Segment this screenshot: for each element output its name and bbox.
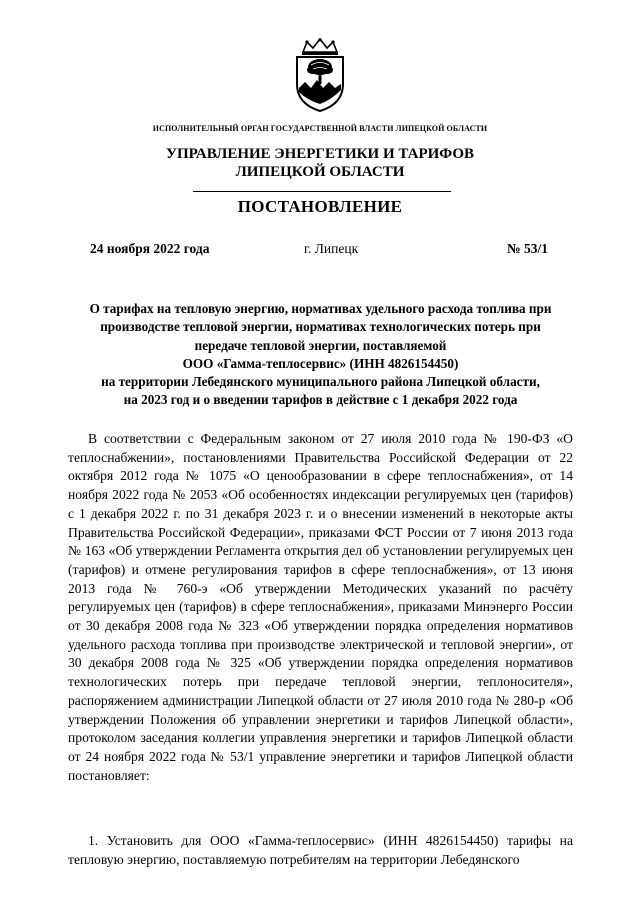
document-date: 24 ноября 2022 года bbox=[90, 241, 210, 256]
document-number: № 53/1 bbox=[507, 241, 548, 256]
title-line3: передаче тепловой энергии, поставляемой bbox=[194, 337, 447, 353]
body-paragraph-2: 1. Установить для ООО «Гамма-теплосервис» (ИНН 4826154450) тарифы на тепловую энергию, поставляемую потребителям на территории Лебедянского bbox=[68, 833, 573, 867]
header-divider bbox=[193, 191, 451, 192]
title-line5: на территории Лебедянского муниципального района Липецкой области, bbox=[101, 374, 540, 390]
body-paragraph-1: В соответствии с Федеральным законом от 27 июля 2010 года № 190-ФЗ «О теплоснабжении», постановлениями Правительства Российской Федерации от 22 октября 2012 года № 1075 «О ценообразовании в сфере теплоснабжения», от 14 ноября 2022 года № 2053 «Об особенностях индексации регулируемых цен (тарифов) с 1 декабря 2022 г. по 31 декабря 2023 г. и о внесении изменений в некоторые акты Правительства Российской Федерации», приказами ФСТ России от 7 июня 2013 года № 163 «Об утверждении Регламента открытия дел об установлении регулируемых цен (тарифов) и отмене регулирования тарифов в сфере теплоснабжения», от 13 июня 2013 года № 760-э «Об утверждении Методических указаний по расчёту регулируемых цен (тарифов) в сфере теплоснабжения», приказами Минэнерго России от 30 декабря 2008 года № 323 «Об утверждении порядка определения нормативов удельного расхода топлива при производстве электрической и тепловой энергии», от 30 декабря 2008 года № 325 «Об утверждении порядка определения нормативов технологических потерь при передаче тепловой энергии, теплоносителя», распоряжением администрации Липецкой области от 27 июля 2010 года № 280-р «Об утверждении Положения об управлении энергетики и тарифов Липецкой области», протоколом заседания коллегии управления энергетики и тарифов Липецкой области от 24 ноября 2022 года № 53/1 управление энергетики и тарифов Липецкой области постановляет: bbox=[68, 431, 573, 783]
organization-name bbox=[0, 145, 640, 181]
coat-of-arms-icon bbox=[291, 38, 349, 112]
title-line1: О тарифах на тепловую энергию, нормативах удельного расхода топлива при bbox=[89, 301, 552, 316]
title-line6: на 2023 год и о введении тарифов в действие с 1 декабря 2022 года bbox=[123, 392, 518, 408]
organization-name-line2: ЛИПЕЦКОЙ ОБЛАСТИ bbox=[235, 164, 405, 180]
organization-name-line1: УПРАВЛЕНИЕ ЭНЕРГЕТИКИ И ТАРИФОВ bbox=[165, 146, 475, 162]
title-line2: производстве тепловой энергии, нормативах технологических потерь при bbox=[100, 319, 541, 335]
document-title bbox=[68, 300, 573, 410]
authority-name: ИСПОЛНИТЕЛЬНЫЙ ОРГАН ГОСУДАРСТВЕННОЙ ВЛАСТИ ЛИПЕЦКОЙ ОБЛАСТИ bbox=[152, 124, 488, 133]
document-city: г. Липецк bbox=[304, 241, 359, 256]
document-type: ПОСТАНОВЛЕНИЕ bbox=[237, 197, 403, 216]
title-line4: ООО «Гамма-теплосервис» (ИНН 4826154450) bbox=[182, 355, 459, 371]
